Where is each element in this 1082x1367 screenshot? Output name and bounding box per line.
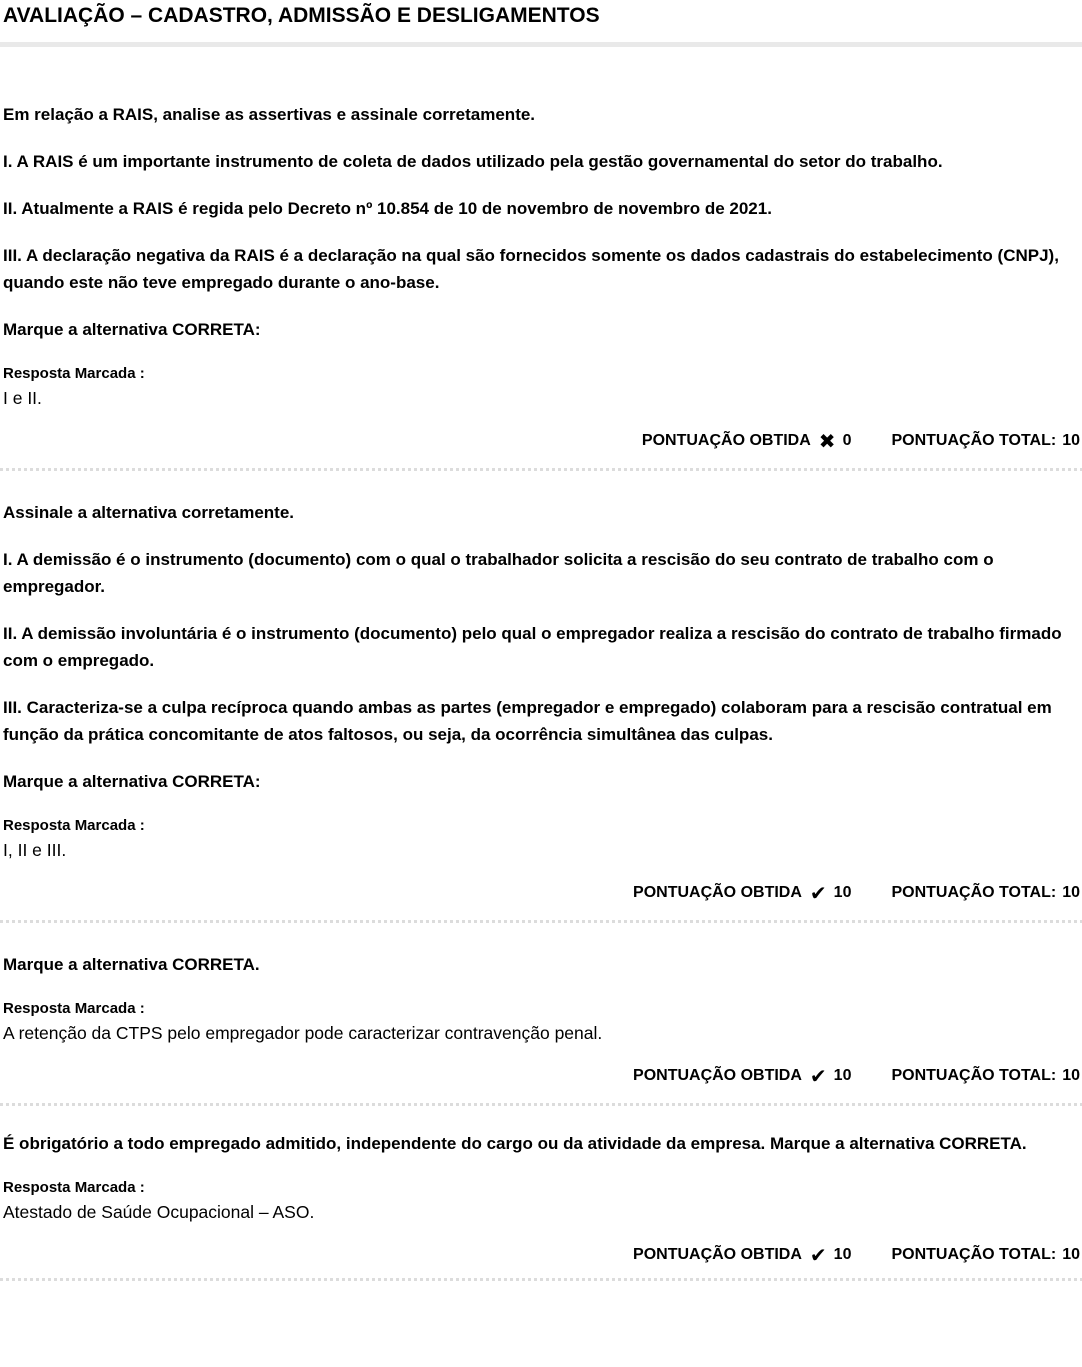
- question-paragraph: Em relação a RAIS, analise as assertivas e assinale corretamente.: [3, 105, 536, 124]
- question-paragraph: Marque a alternativa CORRETA:: [3, 320, 261, 339]
- score-row: [3, 430, 1080, 452]
- score-obtained: [633, 1244, 851, 1266]
- answer-marked-label: Resposta Marcada :: [3, 365, 145, 382]
- answer-marked-label: Resposta Marcada :: [3, 817, 145, 834]
- score-total-value: 10: [1062, 1067, 1080, 1084]
- answer-marked-label: Resposta Marcada :: [3, 1179, 145, 1196]
- score-obtained: [642, 430, 852, 452]
- question-paragraph: III. A declaração negativa da RAIS é a declaração na qual são fornecidos somente os dados cadastrais do estabelecimento (CNPJ), quando este não teve empregado durante o ano-base.: [3, 246, 1059, 292]
- check-mark-icon: ✔: [809, 1243, 827, 1267]
- question-paragraph: É obrigatório a todo empregado admitido, independente do cargo ou da atividade da empresa. Marque a alternativa CORRETA.: [3, 1134, 1027, 1153]
- score-total: [891, 1244, 1080, 1266]
- check-mark-icon: ✔: [809, 1064, 827, 1088]
- score-obtained: [633, 1065, 851, 1087]
- question-section-4: [0, 1106, 1082, 1266]
- score-total-label: PONTUAÇÃO TOTAL:: [891, 884, 1057, 901]
- score-total-label: PONTUAÇÃO TOTAL:: [891, 1246, 1057, 1263]
- answer-text: I, II e III.: [3, 840, 67, 860]
- score-obtained-label: PONTUAÇÃO OBTIDA: [633, 884, 802, 901]
- answer-text: I e II.: [3, 388, 42, 408]
- score-obtained-label: PONTUAÇÃO OBTIDA: [633, 1246, 802, 1263]
- score-total: [891, 882, 1080, 904]
- score-obtained-label: PONTUAÇÃO OBTIDA: [641, 432, 811, 449]
- question-paragraph: III. Caracteriza-se a culpa recíproca quando ambas as partes (empregador e empregado) colaboram para a rescisão contratual em função da prática concomitante de atos faltosos, ou seja, da ocorrência simultânea das culpas.: [3, 698, 1052, 744]
- page-title: AVALIAÇÃO – CADASTRO, ADMISSÃO E DESLIGAMENTOS: [3, 4, 600, 27]
- page-header: [0, 0, 1082, 30]
- check-mark-icon: ✔: [809, 881, 827, 905]
- question-paragraph: II. Atualmente a RAIS é regida pelo Decreto nº 10.854 de 10 de novembro de novembro de 2021.: [3, 199, 772, 218]
- question-section-2: [0, 471, 1082, 904]
- score-row: [3, 882, 1080, 904]
- cross-mark-icon: ✖: [818, 429, 836, 453]
- score-total-value: 10: [1062, 1246, 1080, 1263]
- score-obtained-value: 0: [842, 432, 852, 449]
- answer-text: A retenção da CTPS pelo empregador pode caracterizar contravenção penal.: [3, 1023, 603, 1043]
- score-obtained-value: 10: [833, 1246, 852, 1263]
- marked-answer-block: [3, 1177, 1080, 1226]
- question-section-3: [0, 923, 1082, 1087]
- question-paragraph: Assinale a alternativa corretamente.: [3, 503, 295, 522]
- score-obtained: [633, 882, 851, 904]
- score-total-label: PONTUAÇÃO TOTAL:: [891, 432, 1057, 449]
- score-row: [3, 1244, 1080, 1266]
- marked-answer-block: [3, 815, 1080, 864]
- question-paragraph: II. A demissão involuntária é o instrumento (documento) pelo qual o empregador realiza a rescisão do contrato de trabalho firmado com o empregado.: [3, 624, 1062, 670]
- marked-answer-block: [3, 363, 1080, 412]
- answer-marked-label: Resposta Marcada :: [3, 1000, 145, 1017]
- marked-answer-block: [3, 998, 1080, 1047]
- question-section-1: [0, 73, 1082, 452]
- section-divider: [0, 1278, 1082, 1281]
- question-paragraph: Marque a alternativa CORRETA:: [3, 772, 261, 791]
- score-obtained-value: 10: [833, 1067, 852, 1084]
- score-total-value: 10: [1062, 432, 1080, 449]
- score-row: [3, 1065, 1080, 1087]
- score-total-value: 10: [1062, 884, 1080, 901]
- title-underline-bar: [0, 42, 1082, 47]
- question-paragraph: Marque a alternativa CORRETA.: [3, 955, 260, 974]
- score-obtained-value: 10: [833, 884, 852, 901]
- question-paragraph: I. A demissão é o instrumento (documento) com o qual o trabalhador solicita a rescisão do seu contrato de trabalho com o empregador.: [3, 550, 994, 596]
- score-total: [891, 1065, 1080, 1087]
- answer-text: Atestado de Saúde Ocupacional – ASO.: [3, 1202, 315, 1222]
- score-total: [891, 430, 1080, 452]
- question-paragraph: I. A RAIS é um importante instrumento de coleta de dados utilizado pela gestão governamental do setor do trabalho.: [3, 152, 943, 171]
- score-total-label: PONTUAÇÃO TOTAL:: [891, 1067, 1057, 1084]
- score-obtained-label: PONTUAÇÃO OBTIDA: [633, 1067, 802, 1084]
